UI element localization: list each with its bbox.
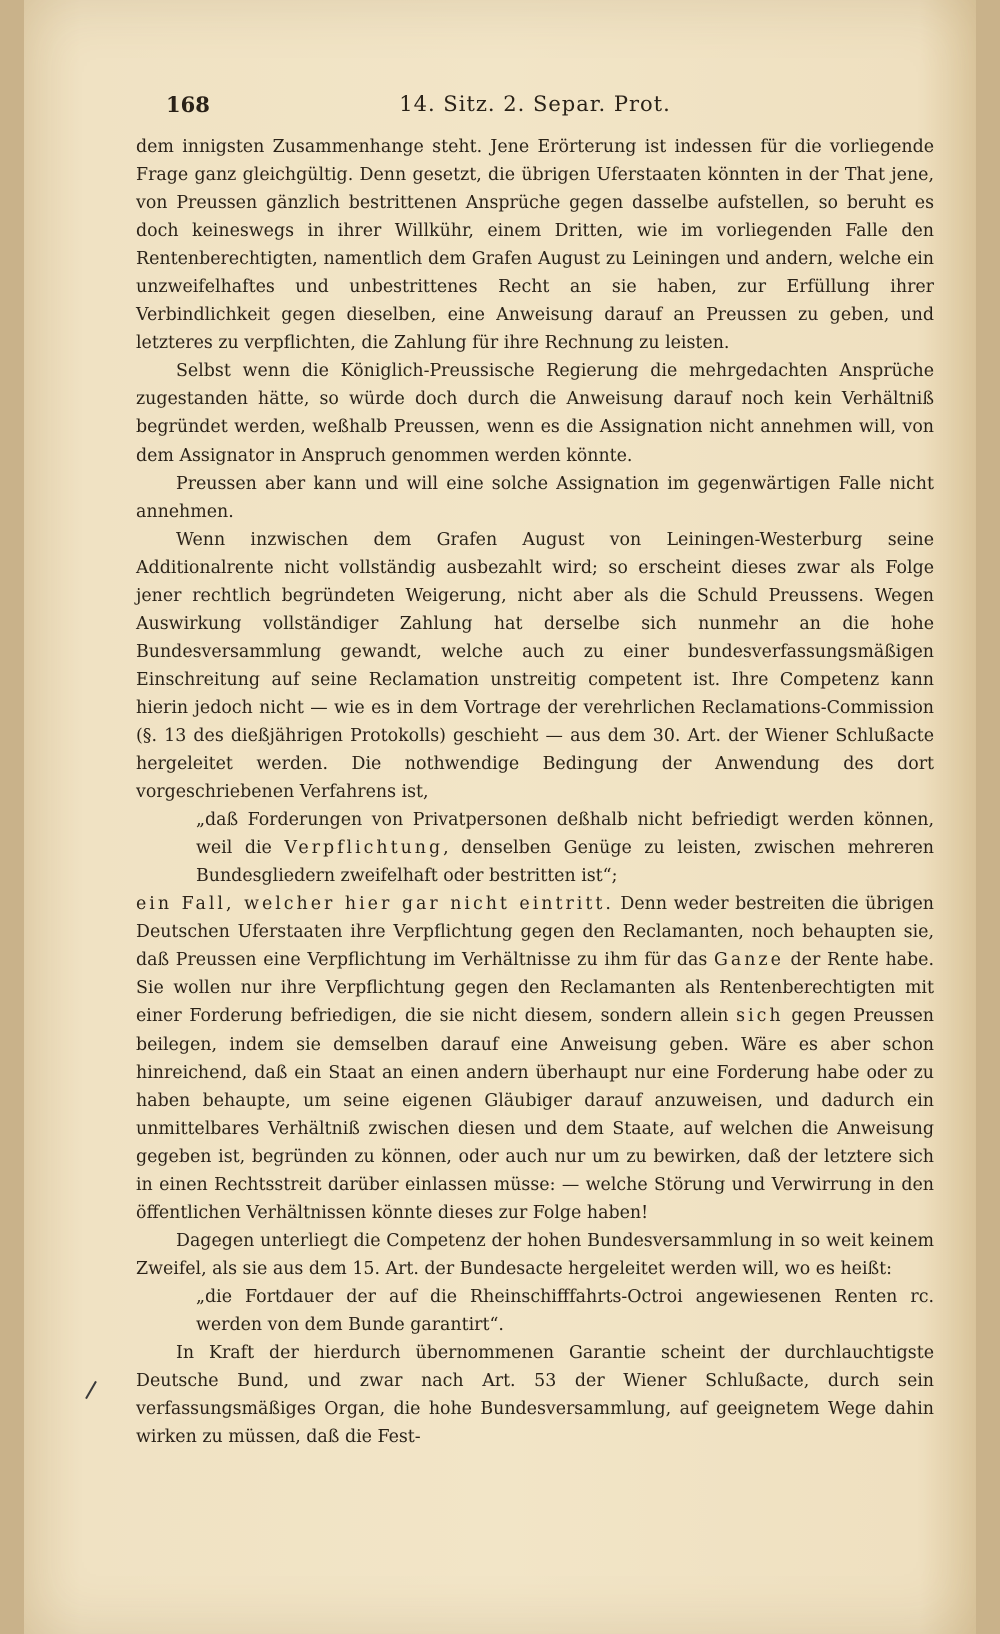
paragraph-4: Wenn inzwischen dem Grafen August von Leiningen-Westerburg seine Additionalrente nicht vollständig ausbezahlt wird; so erscheint dieses zwar als Folge jener rechtlich begründeten Weigerung, nicht aber als die Schuld Preussens. Wegen Auswirkung vollständiger Zahlung hat derselbe sich nunmehr an die hohe Bundesversammlung gewandt, welche auch zu einer bundesverfassungsmäßigen Einschreitung auf seine Reclamation unstreitig competent ist. Ihre Competenz kann hierin jedoch nicht — wie es in dem Vortrage der verehrlichen Reclamations-Commission (§. 13 des dießjährigen Protokolls) geschieht — aus dem 30. Art. der Wiener Schlußacte hergeleitet werden. Die nothwendige Bedingung der Anwendung des dort vorgeschriebenen Verfahrens ist,	[136, 529, 934, 803]
paragraph-9: In Kraft der hierdurch übernommenen Garantie scheint der durchlauchtigste Deutsche Bund, und zwar nach Art. 53 der Wiener Schlußacte, durch sein verfassungsmäßiges Organ, die hohe Bundesversammlung, auf geeignetem Wege dahin wirken zu müssen, daß die Fest-	[136, 1343, 934, 1448]
quote-1-text-c: , denselben Genüge zu leisten, zwischen mehreren Bundesgliedern zweifelhaft oder bestritten ist“;	[196, 838, 934, 887]
paragraph-3: Preussen aber kann und will eine solche Assignation im gegenwärtigen Falle nicht annehmen.	[136, 473, 934, 522]
paragraph-6-text-f: gegen Preussen beilegen, indem sie demselben darauf eine Anweisung geben. Wäre es aber schon hinreichend, daß ein Staat an einen andern überhaupt nur eine Forderung habe oder zu haben behaupte, um seine eigenen Gläubiger darauf anzuweisen, und dadurch ein unmittelbares Verhältniß zwischen diesen und dem Staate, auf welchen die Anweisung gegeben ist, begründen zu können, oder auch nur um zu bewirken, daß der letztere sich in einen Rechtsstreit darüber einlassen müsse: — welche Störung und Verwirrung in den öffentlichen Verhältnissen könnte dieses zur Folge haben!	[136, 1006, 934, 1223]
quote-2: „die Fortdauer der auf die Rheinschifffahrts-Octroi angewiesenen Renten rc. werden von dem Bunde garantirt“.	[196, 1286, 934, 1335]
quote-1-emphasis: Verpflichtung	[284, 838, 444, 859]
paragraph-6-text-d: der Rente habe. Sie wollen nur ihre Verpflichtung gegen den Reclamanten als Rentenberechtigten mit einer Forderung befriedigen, die sie nicht diesem, sondern allein	[136, 950, 935, 1027]
running-head: 14. Sitz. 2. Separ. Prot.	[399, 92, 671, 116]
page-number: 168	[166, 92, 210, 117]
paragraph-6-emphasis-c: Ganze	[713, 950, 784, 971]
quote-1-text-a: „daß Forderungen von Privatpersonen deßhalb nicht befriedigt werden können, weil die	[196, 810, 934, 859]
quote-1	[136, 806, 934, 890]
paragraph-1: dem innigsten Zusammenhange steht. Jene Erörterung ist indessen für die vorliegende Frage ganz gleichgültig. Denn gesetzt, die übrigen Uferstaaten könnten in der That jene, von Preussen gänzlich bestrittenen Ansprüche gegen dasselbe aufstellen, so beruht es doch keineswegs in ihrer Willkühr, einem Dritten, wie im vorliegenden Falle den Rentenberechtigten, namentlich dem Grafen August zu Leiningen und andern, welche ein unzweifelhaftes und unbestrittenes Recht an sie haben, zur Erfüllung ihrer Verbindlichkeit gegen dieselben, eine Anweisung darauf an Preussen zu geben, und letzteres zu verpflichten, die Zahlung für ihre Rechnung zu leisten.	[136, 137, 934, 354]
paragraph-7: Dagegen unterliegt die Competenz der hohen Bundesversammlung in so weit keinem Zweifel, als sie aus dem 15. Art. der Bundesacte hergeleitet werden will, wo es heißt:	[136, 1230, 934, 1279]
book-page	[24, 0, 976, 1634]
body-text	[136, 133, 934, 1451]
paragraph-6-emphasis-a: ein Fall, welcher hier gar nicht eintritt.	[136, 894, 614, 915]
paragraph-6-text-b: Denn weder bestreiten die übrigen Deutschen Uferstaaten ihre Verpflichtung gegen den Reclamanten, noch behaupten sie, daß Preussen eine Verpflichtung im Verhältnisse zu ihm für das	[136, 894, 934, 971]
page-header	[136, 92, 934, 128]
paragraph-2: Selbst wenn die Königlich-Preussische Regierung die mehrgedachten Ansprüche zugestanden hätte, so würde doch durch die Anweisung darauf noch kein Verhältniß begründet werden, weßhalb Preussen, wenn es die Assignation nicht annehmen will, von dem Assignator in Anspruch genommen werden könnte.	[136, 361, 934, 466]
pencil-mark	[85, 1381, 97, 1399]
paragraph-6-emphasis-e: sich	[736, 1006, 784, 1027]
paragraph-6	[136, 890, 934, 1227]
